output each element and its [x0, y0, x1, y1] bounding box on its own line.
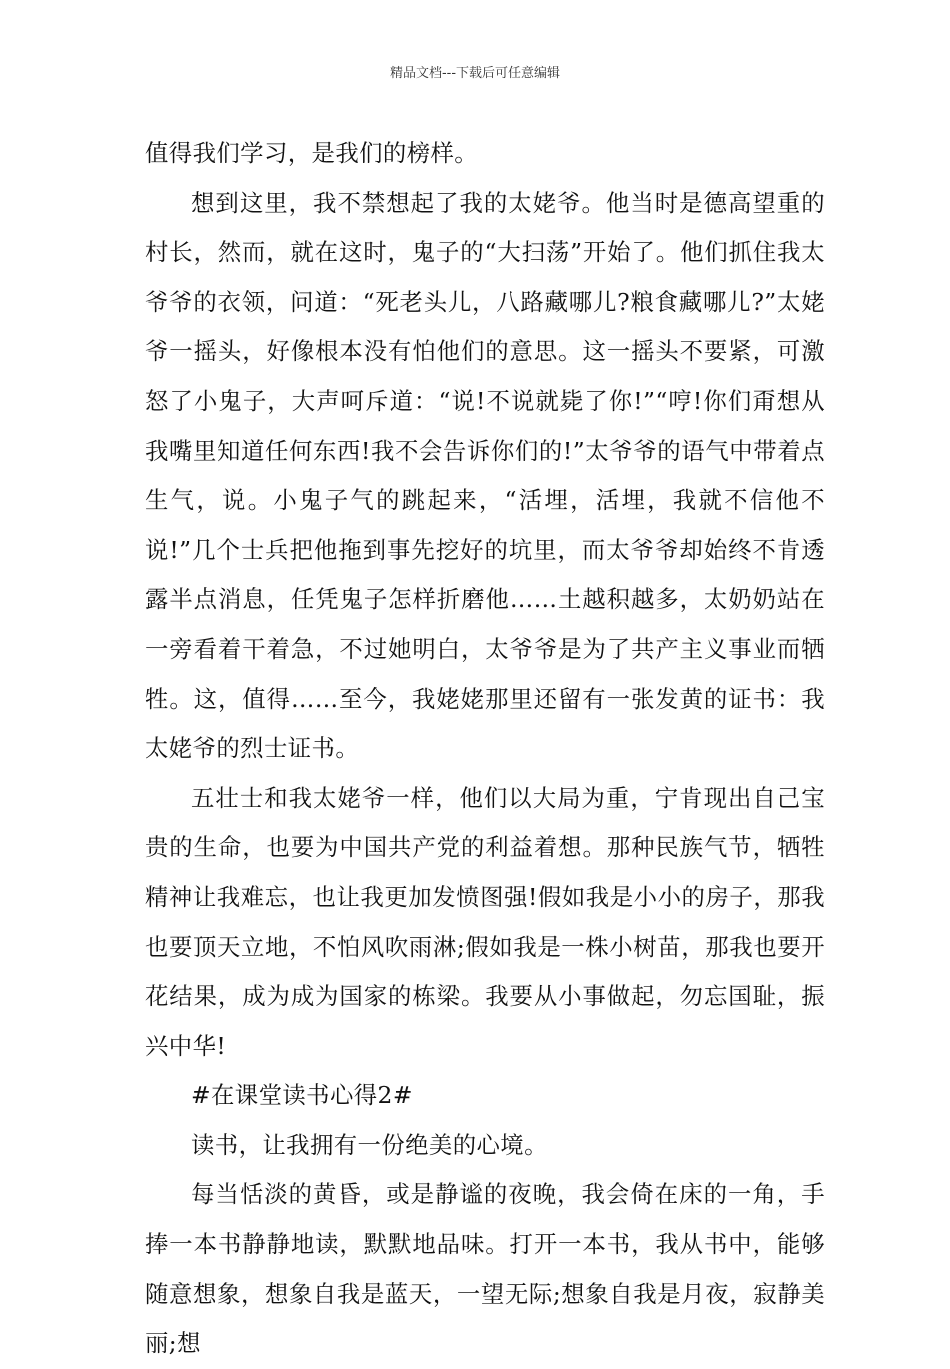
document-body	[145, 129, 825, 1369]
paragraph-5: 每当恬淡的黄昏，或是静谧的夜晚，我会倚在床的一角，手捧一本书静静地读，默默地品味。打开一本书，我从书中，能够随意想象，想象自我是蓝天，一望无际;想象自我是月夜，寂静美丽;想	[145, 1180, 825, 1358]
section-heading: #在课堂读书心得2#	[191, 1081, 413, 1110]
page-header: 精品文档---下载后可任意编辑	[389, 66, 561, 81]
paragraph-2: 想到这里，我不禁想起了我的太姥爷。他当时是德高望重的村长，然而，就在这时，鬼子的“大扫荡”开始了。他们抓住我太爷爷的衣领，问道：“死老头儿，八路藏哪儿?粮食藏哪儿?”太姥爷一摇头，好像根本没有怕他们的意思。这一摇头不要紧，可激怒了小鬼子，大声呵斥道：“说!不说就毙了你!”“哼!你们甭想从我嘴里知道任何东西!我不会告诉你们的!”太爷爷的语气中带着点生气，说。小鬼子气的跳起来，“活埋，活埋，我就不信他不说!”几个士兵把他拖到事先挖好的坑里，而太爷爷却始终不肯透露半点消息，任凭鬼子怎样折磨他……土越积越多，太奶奶站在一旁看着干着急，不过她明白，太爷爷是为了共产主义事业而牺牲。这，值得……至今，我姥姥那里还留有一张发黄的证书：我太姥爷的烈士证书。	[145, 188, 825, 763]
paragraph-1: 值得我们学习，是我们的榜样。	[145, 139, 479, 167]
paragraph-3: 五壮士和我太姥爷一样，他们以大局为重，宁肯现出自己宝贵的生命，也要为中国共产党的利益着想。那种民族气节，牺牲精神让我难忘，也让我更加发愤图强!假如我是小小的房子，那我也要顶天立地，不怕风吹雨淋;假如我是一株小树苗，那我也要开花结果，成为成为国家的栋梁。我要从小事做起，勿忘国耻，振兴中华!	[145, 783, 825, 1060]
paragraph-4: 读书，让我拥有一份绝美的心境。	[191, 1130, 548, 1159]
